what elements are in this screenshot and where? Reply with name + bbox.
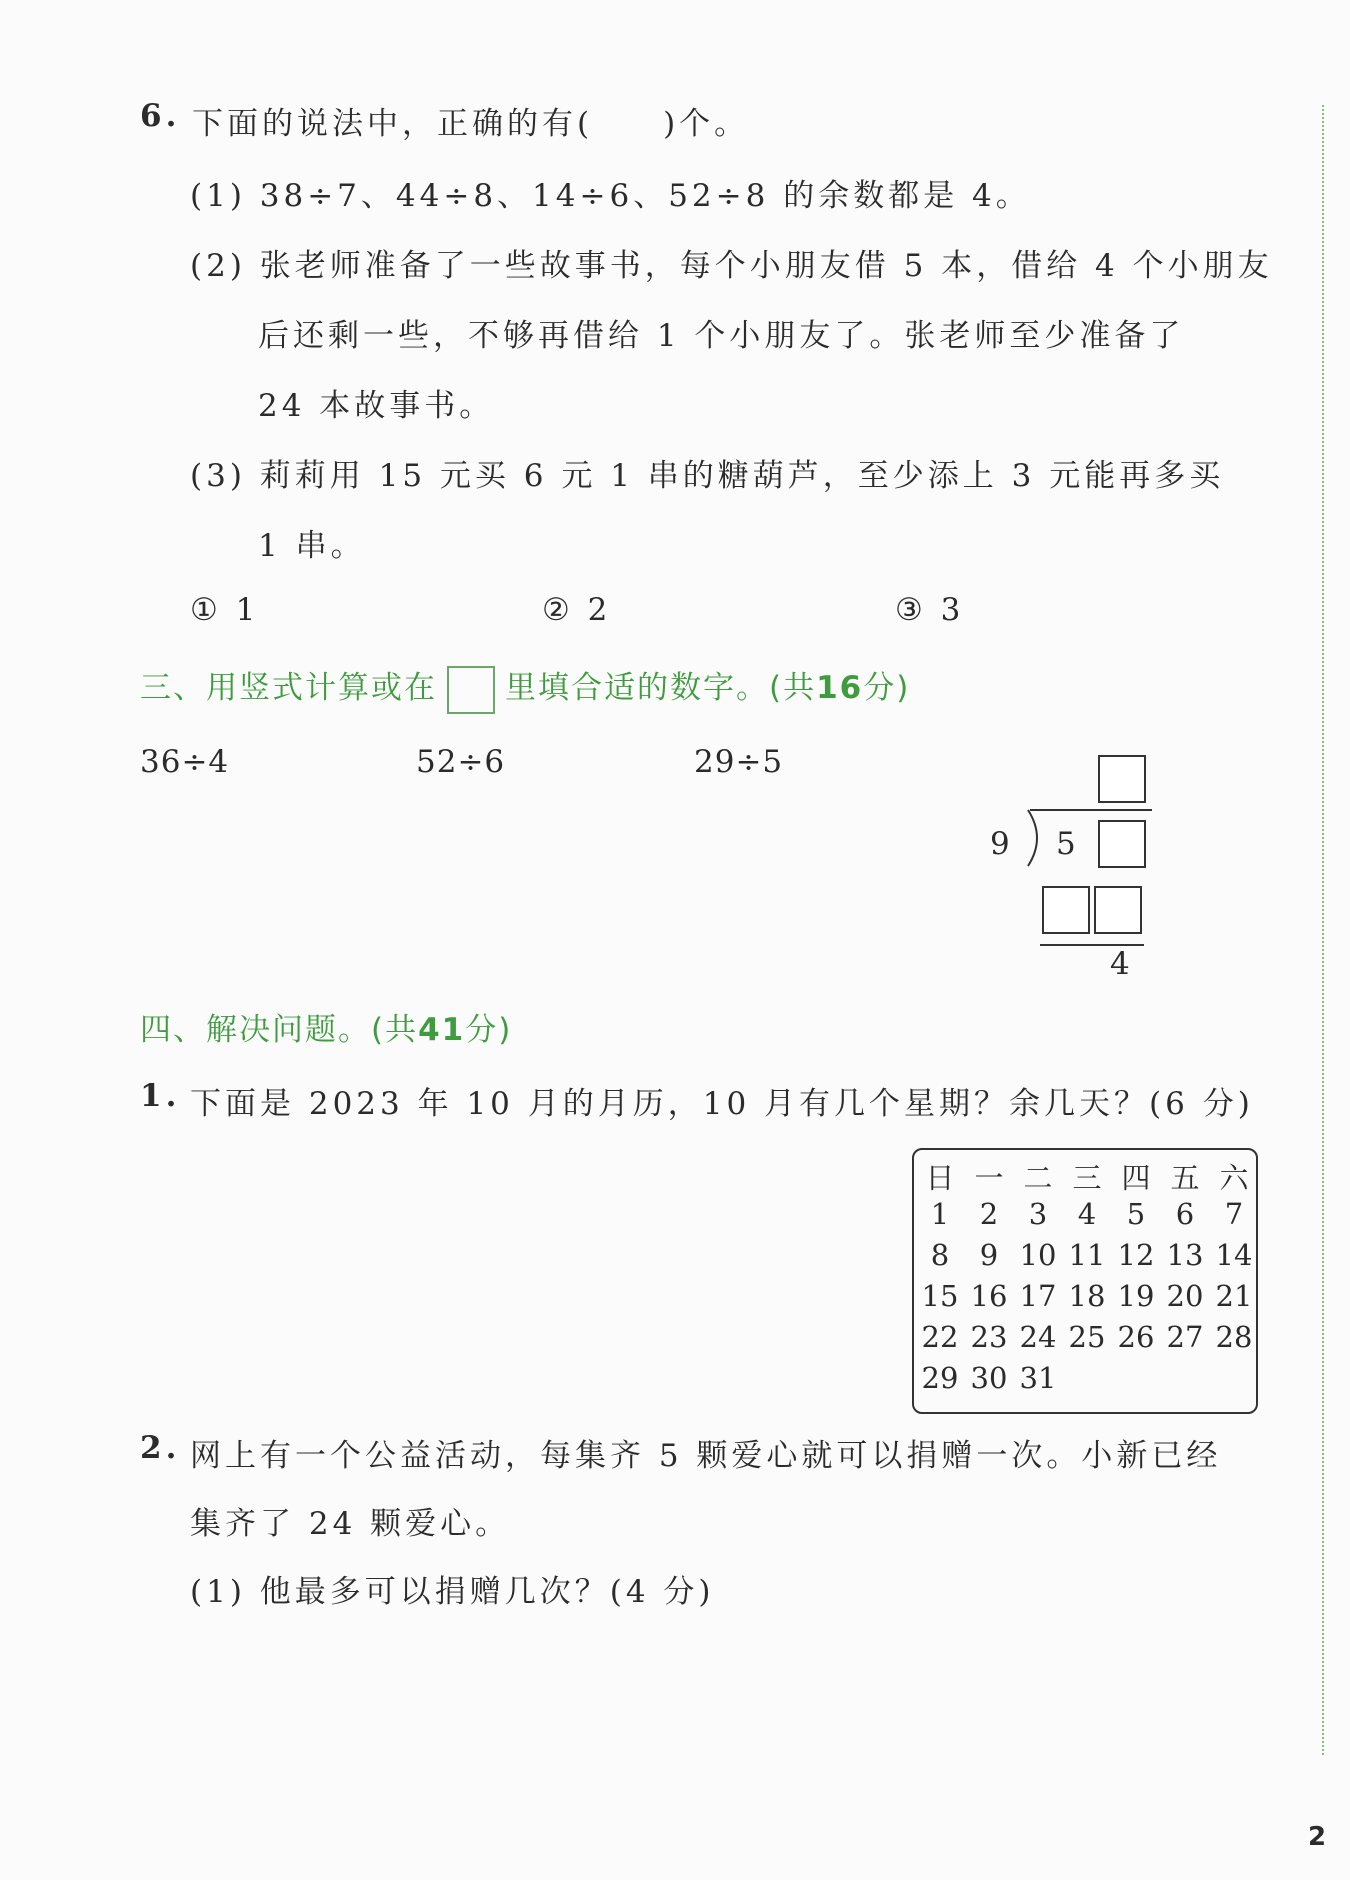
calendar-day: 25 [1068, 1320, 1106, 1354]
calendar-day: 30 [970, 1361, 1008, 1395]
q6-option-1: ① 1 [190, 592, 260, 628]
q6-statement-3-line2: 1 串。 [258, 528, 366, 564]
calendar-weekday-header: 二 [1023, 1161, 1053, 1195]
expr-29-div-5: 29÷5 [694, 744, 784, 780]
q6-option-3: ③ 3 [895, 592, 965, 628]
calendar-day: 16 [970, 1279, 1008, 1313]
product-tens-box[interactable] [1042, 886, 1090, 934]
calendar-weekday-header: 三 [1072, 1161, 1102, 1195]
section-3-unit: 分) [863, 670, 911, 706]
calendar-day: 26 [1117, 1320, 1155, 1354]
october-calendar [912, 1148, 1258, 1414]
calendar-day: 20 [1166, 1279, 1204, 1313]
calendar-day: 21 [1215, 1279, 1253, 1313]
calendar-weekday-header: 一 [974, 1161, 1004, 1195]
section-4-unit: 分) [465, 1012, 513, 1048]
q6-statement-2-line3: 24 本故事书。 [258, 388, 495, 424]
s4-q2-line2: 集齐了 24 颗爱心。 [190, 1506, 511, 1542]
calendar-day: 17 [1019, 1279, 1057, 1313]
heading-blank-box [447, 666, 495, 714]
s4-q2-line1: 网上有一个公益活动，每集齐 5 颗爱心就可以捐赠一次。小新已经 [190, 1438, 1222, 1474]
calendar-day: 28 [1215, 1320, 1253, 1354]
calendar-day: 13 [1166, 1238, 1204, 1272]
quotient-box[interactable] [1098, 755, 1146, 803]
calendar-day: 8 [930, 1238, 950, 1272]
section-4-title-pre: 四、解决问题。(共 [140, 1012, 419, 1048]
calendar-day: 24 [1019, 1320, 1057, 1354]
q6-statement-1: (1) 38÷7、44÷8、14÷6、52÷8 的余数都是 4。 [190, 178, 1031, 214]
calendar-day: 3 [1028, 1197, 1048, 1231]
section-4-points: 41 [418, 1012, 466, 1048]
calendar-day: 1 [930, 1197, 950, 1231]
calendar-day: 5 [1126, 1197, 1146, 1231]
calendar-day: 2 [979, 1197, 999, 1231]
calendar-day: 29 [921, 1361, 959, 1395]
section-3-heading [140, 662, 910, 714]
dividend-digit: 5 [1056, 826, 1080, 862]
page-number: 2 [1308, 1822, 1327, 1852]
calendar-weekday-header: 六 [1219, 1161, 1249, 1195]
q6-stem: 下面的说法中，正确的有( )个。 [192, 106, 750, 142]
calendar-day: 31 [1019, 1361, 1057, 1395]
s4-q1-text: 下面是 2023 年 10 月的月历，10 月有几个星期？余几天？(6 分) [190, 1086, 1254, 1122]
calendar-day: 22 [921, 1320, 959, 1354]
s4-q2-sub1: (1) 他最多可以捐赠几次？(4 分) [190, 1574, 715, 1610]
s4-q1-number: 1. [140, 1078, 181, 1114]
calendar-day: 27 [1166, 1320, 1204, 1354]
section-3-title-post: 里填合适的数字。(共 [505, 670, 817, 706]
q6-option-2: ② 2 [542, 592, 612, 628]
calendar-day: 19 [1117, 1279, 1155, 1313]
calendar-day: 18 [1068, 1279, 1106, 1313]
remainder: 4 [1110, 946, 1134, 982]
q6-statement-2-line1: (2) 张老师准备了一些故事书，每个小朋友借 5 本，借给 4 个小朋友 [190, 248, 1273, 284]
calendar-day: 12 [1117, 1238, 1155, 1272]
divisor: 9 [990, 826, 1014, 862]
section-3-points: 16 [816, 670, 864, 706]
calendar-day: 6 [1175, 1197, 1195, 1231]
calendar-day: 15 [921, 1279, 959, 1313]
product-ones-box[interactable] [1094, 886, 1142, 934]
dividend-box[interactable] [1098, 820, 1146, 868]
section-4-heading [140, 1004, 512, 1049]
margin-dotted-line [1322, 105, 1324, 1755]
calendar-day: 14 [1215, 1238, 1253, 1272]
calendar-day: 10 [1019, 1238, 1057, 1272]
calendar-weekday-header: 四 [1121, 1161, 1151, 1195]
calendar-day: 11 [1068, 1238, 1106, 1272]
q6-number: 6. [140, 98, 181, 134]
expr-36-div-4: 36÷4 [140, 744, 230, 780]
calendar-day: 4 [1077, 1197, 1097, 1231]
calendar-day: 7 [1224, 1197, 1244, 1231]
calendar-day: 9 [979, 1238, 999, 1272]
calendar-weekday-header: 日 [925, 1161, 955, 1195]
calendar-day: 23 [970, 1320, 1008, 1354]
expr-52-div-6: 52÷6 [416, 744, 506, 780]
q6-statement-3-line1: (3) 莉莉用 15 元买 6 元 1 串的糖葫芦，至少添上 3 元能再多买 [190, 458, 1225, 494]
section-3-title-pre: 三、用竖式计算或在 [140, 670, 437, 706]
q6-statement-2-line2: 后还剩一些，不够再借给 1 个小朋友了。张老师至少准备了 [258, 318, 1185, 354]
calendar-weekday-header: 五 [1170, 1161, 1200, 1195]
s4-q2-number: 2. [140, 1430, 181, 1466]
